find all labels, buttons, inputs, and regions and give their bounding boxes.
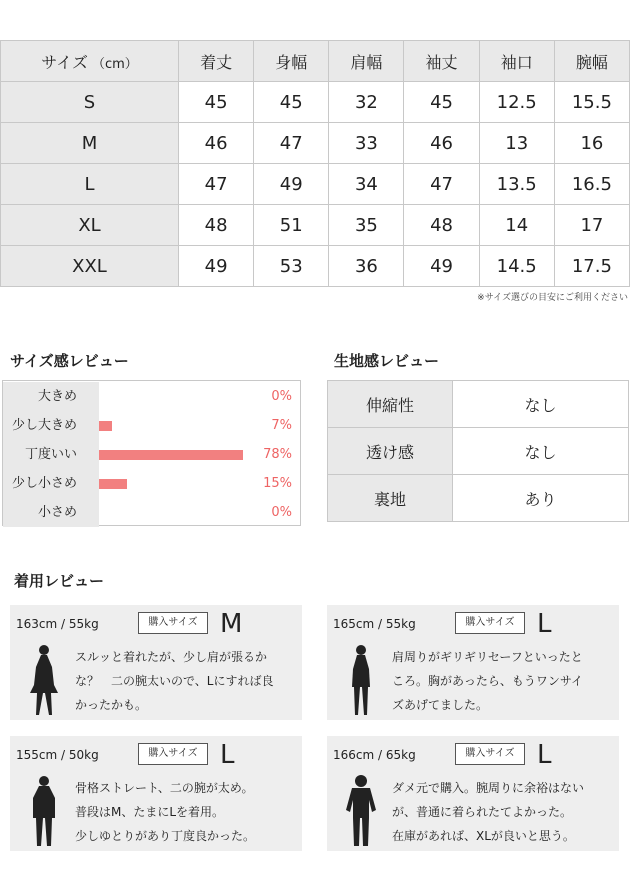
- size-review-chart: [2, 380, 301, 526]
- size-review-percent: 78%: [263, 447, 292, 462]
- table-cell: 45: [179, 82, 254, 123]
- table-cell: 17: [554, 205, 629, 246]
- table-cell: 13.5: [479, 164, 554, 205]
- size-review-label: 少し小さめ: [3, 469, 99, 498]
- reviewer-stats: 163cm / 55kg: [16, 617, 99, 631]
- column-header: 腕幅: [554, 41, 629, 82]
- table-cell: 13: [479, 123, 554, 164]
- size-label: S: [1, 82, 179, 123]
- table-cell: 45: [254, 82, 329, 123]
- size-table-note: ※サイズ選びの目安にご利用ください: [477, 293, 628, 303]
- man-silhouette-icon: [341, 774, 381, 848]
- column-header: 肩幅: [329, 41, 404, 82]
- table-cell: 49: [404, 246, 479, 287]
- review-text: [392, 645, 617, 717]
- fabric-label: 伸縮性: [328, 381, 453, 428]
- size-label: M: [1, 123, 179, 164]
- size-table-header-row: [1, 41, 630, 82]
- table-row: [328, 475, 629, 522]
- size-review-percent: 0%: [271, 389, 292, 404]
- reviewer-stats: 166cm / 65kg: [333, 748, 416, 762]
- table-row: [1, 205, 630, 246]
- table-cell: 49: [254, 164, 329, 205]
- table-row: [1, 82, 630, 123]
- purchase-size: M: [220, 609, 243, 639]
- table-cell: 16.5: [554, 164, 629, 205]
- table-cell: 51: [254, 205, 329, 246]
- table-cell: 46: [179, 123, 254, 164]
- table-cell: 34: [329, 164, 404, 205]
- review-card: [327, 736, 619, 851]
- review-card: [327, 605, 619, 720]
- review-line: ころ。胸があったら、もうワンサイ: [392, 674, 584, 688]
- fabric-review-table: [327, 380, 629, 522]
- size-table: [0, 40, 630, 287]
- fabric-label: 透け感: [328, 428, 453, 475]
- size-review-row: [3, 498, 300, 527]
- fabric-review-title: 生地感レビュー: [334, 352, 440, 370]
- size-label: L: [1, 164, 179, 205]
- purchase-size: L: [220, 740, 235, 770]
- size-review-label: 大きめ: [3, 382, 99, 411]
- table-cell: 49: [179, 246, 254, 287]
- table-cell: 12.5: [479, 82, 554, 123]
- review-text: [75, 645, 300, 717]
- purchase-size: L: [537, 740, 552, 770]
- review-card: [10, 605, 302, 720]
- review-line: 少しゆとりがあり丁度良かった。: [75, 829, 256, 843]
- size-review-row: [3, 469, 300, 498]
- size-review-percent: 7%: [271, 418, 292, 433]
- table-cell: 36: [329, 246, 404, 287]
- purchase-size-label: 購入サイズ: [138, 612, 208, 634]
- table-cell: 14: [479, 205, 554, 246]
- size-label: XXL: [1, 246, 179, 287]
- size-review-label: 少し大きめ: [3, 411, 99, 440]
- table-cell: 46: [404, 123, 479, 164]
- table-cell: 47: [254, 123, 329, 164]
- size-review-label: 小さめ: [3, 498, 99, 527]
- review-text: [75, 776, 300, 848]
- column-header: 身幅: [254, 41, 329, 82]
- table-cell: 53: [254, 246, 329, 287]
- size-review-row: [3, 440, 300, 469]
- table-cell: 35: [329, 205, 404, 246]
- table-cell: 47: [404, 164, 479, 205]
- fabric-value: なし: [453, 428, 629, 475]
- review-line: 普段はM、たまにLを着用。: [75, 805, 225, 819]
- size-review-row: [3, 411, 300, 440]
- table-row: [1, 123, 630, 164]
- table-cell: 47: [179, 164, 254, 205]
- table-row: [1, 246, 630, 287]
- reviewer-stats: 165cm / 55kg: [333, 617, 416, 631]
- table-row: [1, 164, 630, 205]
- woman-silhouette-icon: [341, 643, 381, 717]
- table-cell: 48: [179, 205, 254, 246]
- size-review-title: サイズ感レビュー: [10, 352, 129, 370]
- review-line: かったかも。: [75, 698, 148, 712]
- fabric-label: 裏地: [328, 475, 453, 522]
- table-cell: 15.5: [554, 82, 629, 123]
- purchase-size: L: [537, 609, 552, 639]
- size-header-unit: （cm）: [91, 56, 138, 72]
- review-card: [10, 736, 302, 851]
- review-line: 在庫があれば、XLが良いと思う。: [392, 829, 575, 843]
- table-cell: 33: [329, 123, 404, 164]
- size-review-bar: [99, 421, 112, 431]
- table-row: [328, 428, 629, 475]
- size-label: XL: [1, 205, 179, 246]
- table-cell: 48: [404, 205, 479, 246]
- review-line: ダメ元で購入。腕周りに余裕はない: [392, 781, 585, 795]
- size-review-percent: 0%: [271, 505, 292, 520]
- column-header: 袖口: [479, 41, 554, 82]
- review-line: な？ 二の腕太いので、Lにすれば良: [75, 674, 274, 688]
- purchase-size-label: 購入サイズ: [455, 612, 525, 634]
- size-review-row: [3, 382, 300, 411]
- column-header: 袖丈: [404, 41, 479, 82]
- column-header: 着丈: [179, 41, 254, 82]
- size-review-bar: [99, 450, 243, 460]
- table-cell: 45: [404, 82, 479, 123]
- review-line: 骨格ストレート、二の腕が太め。: [75, 781, 254, 795]
- review-line: が、普通に着られたてよかった。: [392, 805, 573, 819]
- table-cell: 32: [329, 82, 404, 123]
- fabric-value: なし: [453, 381, 629, 428]
- reviewer-stats: 155cm / 50kg: [16, 748, 99, 762]
- purchase-size-label: 購入サイズ: [455, 743, 525, 765]
- table-row: [328, 381, 629, 428]
- woman-silhouette-icon: [24, 643, 64, 717]
- size-review-percent: 15%: [263, 476, 292, 491]
- purchase-size-label: 購入サイズ: [138, 743, 208, 765]
- size-header-label: サイズ: [41, 52, 88, 72]
- review-line: 肩周りがギリギリセーフといったと: [392, 650, 583, 664]
- table-cell: 16: [554, 123, 629, 164]
- wear-review-title: 着用レビュー: [14, 572, 105, 590]
- review-text: [392, 776, 617, 848]
- table-cell: 17.5: [554, 246, 629, 287]
- woman-silhouette-icon: [24, 774, 64, 848]
- fabric-value: あり: [453, 475, 629, 522]
- size-table-corner-header: [1, 41, 179, 82]
- review-line: スルッと着れたが、少し肩が張るか: [75, 650, 268, 664]
- size-review-label: 丁度いい: [3, 440, 99, 469]
- review-line: ズあげてました。: [392, 698, 489, 712]
- table-cell: 14.5: [479, 246, 554, 287]
- size-review-bar: [99, 479, 127, 489]
